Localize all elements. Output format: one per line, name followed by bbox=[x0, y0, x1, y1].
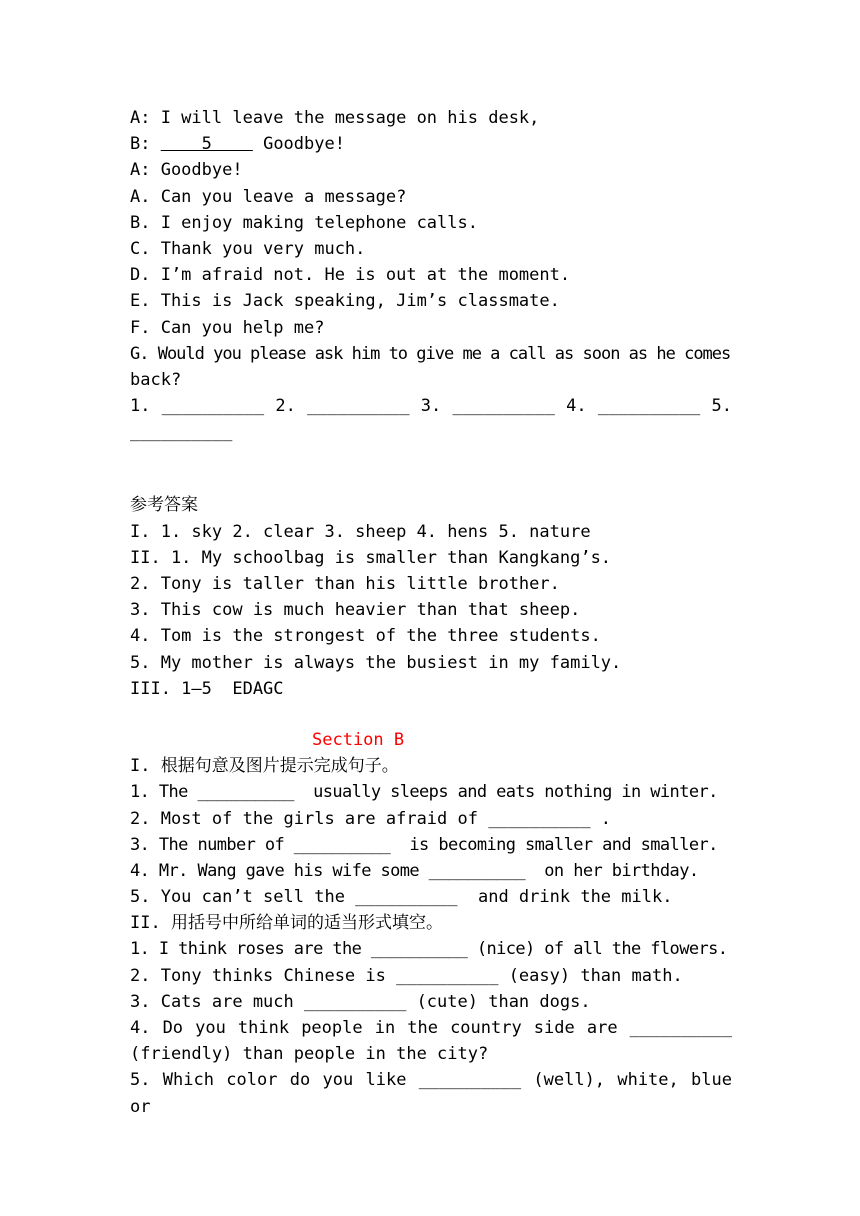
dialogue-line-b bbox=[130, 131, 732, 157]
part1-question: 4. Mr. Wang gave his wife some __________ on her birthday. bbox=[130, 860, 699, 881]
section-b-title: Section B bbox=[312, 729, 405, 750]
spacer bbox=[130, 702, 732, 727]
answer-line: 3. This cow is much heavier than that sheep. bbox=[130, 600, 581, 621]
document-page bbox=[130, 105, 732, 1117]
answer-line: 5. My mother is always the busiest in my family. bbox=[130, 652, 622, 673]
answers-title: 参考答案 bbox=[130, 495, 198, 516]
part2-question: 4. Do you think people in the country side are __________ bbox=[130, 1018, 732, 1038]
option-f: F. Can you help me? bbox=[130, 317, 325, 338]
option-d: D. I’m afraid not. He is out at the moment. bbox=[130, 265, 571, 286]
dialogue-line-a-goodbye: A: Goodbye! bbox=[130, 160, 243, 181]
part1-question: 5. You can’t sell the __________ and drink the milk. bbox=[130, 887, 673, 908]
dialogue-b-prefix: B: bbox=[130, 134, 161, 155]
part1-question: 3. The number of __________ is becoming smaller and smaller. bbox=[130, 834, 718, 855]
option-e: E. This is Jack speaking, Jim’s classmate. bbox=[130, 291, 560, 312]
part1-question: 2. Most of the girls are afraid of __________ . bbox=[130, 808, 612, 829]
answer-blanks-line-2: __________ bbox=[130, 422, 233, 443]
option-g: G. Would you please ask him to give me a call as soon as he comes bbox=[130, 343, 731, 364]
dialogue-b-suffix: Goodbye! bbox=[252, 134, 345, 155]
part2-title: II. 用括号中所给单词的适当形式填空。 bbox=[130, 913, 443, 934]
part2-question: 3. Cats are much __________ (cute) than dogs. bbox=[130, 991, 591, 1012]
answer-line: II. 1. My schoolbag is smaller than Kangkang’s. bbox=[130, 547, 612, 568]
spacer bbox=[130, 445, 732, 492]
part2-question: 1. I think roses are the __________ (nice) of all the flowers. bbox=[130, 939, 728, 960]
part2-question-continued: (friendly) than people in the city? bbox=[130, 1044, 489, 1065]
answer-line: 2. Tony is taller than his little brother. bbox=[130, 574, 560, 594]
answer-line: 4. Tom is the strongest of the three students. bbox=[130, 626, 601, 647]
part1-title: I. 根据句意及图片提示完成句子。 bbox=[130, 756, 399, 777]
part1-question: 1. The __________ usually sleeps and eats nothing in winter. bbox=[130, 782, 718, 803]
part2-question: 2. Tony thinks Chinese is __________ (easy) than math. bbox=[130, 965, 683, 986]
answer-line: I. 1. sky 2. clear 3. sheep 4. hens 5. nature bbox=[130, 521, 591, 542]
option-c: C. Thank you very much. bbox=[130, 238, 366, 259]
dialogue-line-a-leave: A: I will leave the message on his desk, bbox=[130, 108, 540, 128]
option-a: A. Can you leave a message? bbox=[130, 186, 407, 207]
answer-line: III. 1—5 EDAGC bbox=[130, 678, 284, 699]
option-b: B. I enjoy making telephone calls. bbox=[130, 212, 478, 233]
option-g-continued: back? bbox=[130, 369, 182, 390]
part2-question: 5. Which color do you like __________ (well), white, blue or bbox=[130, 1070, 732, 1117]
answer-blanks-line: 1. __________ 2. __________ 3. __________ 4. __________ 5. bbox=[130, 396, 732, 417]
dialogue-b-blank: 5 bbox=[160, 134, 253, 155]
